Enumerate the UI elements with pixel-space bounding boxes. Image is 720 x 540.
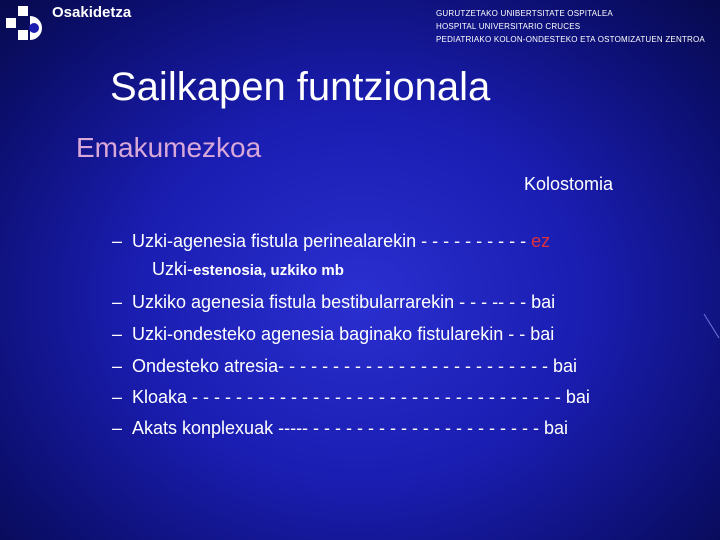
list-item — [112, 356, 577, 377]
item-text: Kloaka - - - - - - - - - - - - - - - - - - - - - - - - - - - - - - - - - - — [132, 387, 566, 407]
list-item — [112, 387, 590, 408]
item-value: bai — [530, 324, 555, 344]
hospital-header — [436, 7, 705, 46]
bullet: – — [112, 231, 123, 251]
bullet: – — [112, 418, 123, 438]
item-value: bai — [565, 387, 590, 407]
sub-item-prefix: Uzki- — [152, 259, 193, 279]
item-text: Uzki-ondesteko agenesia baginako fistularekin - - — [132, 324, 531, 344]
hospital-line: PEDIATRIAKO KOLON-ONDESTEKO ETA OSTOMIZATUEN ZENTROA — [436, 35, 705, 44]
hospital-line: GURUTZETAKO UNIBERTSITATE OSPITALEA — [436, 9, 613, 18]
item-value: bai — [543, 418, 568, 438]
item-value: bai — [552, 356, 577, 376]
column-header: Kolostomia — [524, 174, 614, 194]
brand-name: Osakidetza — [52, 4, 132, 21]
list-item — [112, 324, 554, 345]
sub-item-text: estenosia, uzkiko mb — [193, 262, 344, 279]
slide-subtitle: Emakumezkoa — [76, 132, 262, 163]
decorative-streak — [702, 312, 720, 342]
sub-item — [152, 259, 344, 280]
item-text: Ondesteko atresia- - - - - - - - - - - - - - - - - - - - - - - - - — [132, 356, 553, 376]
bullet: – — [112, 356, 123, 376]
item-text: Uzkiko agenesia fistula bestibularrarekin - - - -- - - — [132, 292, 532, 312]
item-text: Akats konplexuak ----- - - - - - - - - - - - - - - - - - - - - - — [132, 418, 544, 438]
hospital-line: HOSPITAL UNIVERSITARIO CRUCES — [436, 22, 581, 31]
item-value: ez — [531, 231, 551, 251]
bullet: – — [112, 387, 123, 407]
slide-title: Sailkapen funtzionala — [110, 65, 491, 109]
item-text: Uzki-agenesia fistula perinealarekin - - - - - - - - - - — [132, 231, 532, 251]
item-value: bai — [531, 292, 556, 312]
osakidetza-logo — [4, 4, 52, 50]
bullet: – — [112, 292, 123, 312]
list-item — [112, 418, 568, 439]
list-item — [112, 231, 550, 252]
list-item — [112, 292, 555, 313]
bullet: – — [112, 324, 123, 344]
